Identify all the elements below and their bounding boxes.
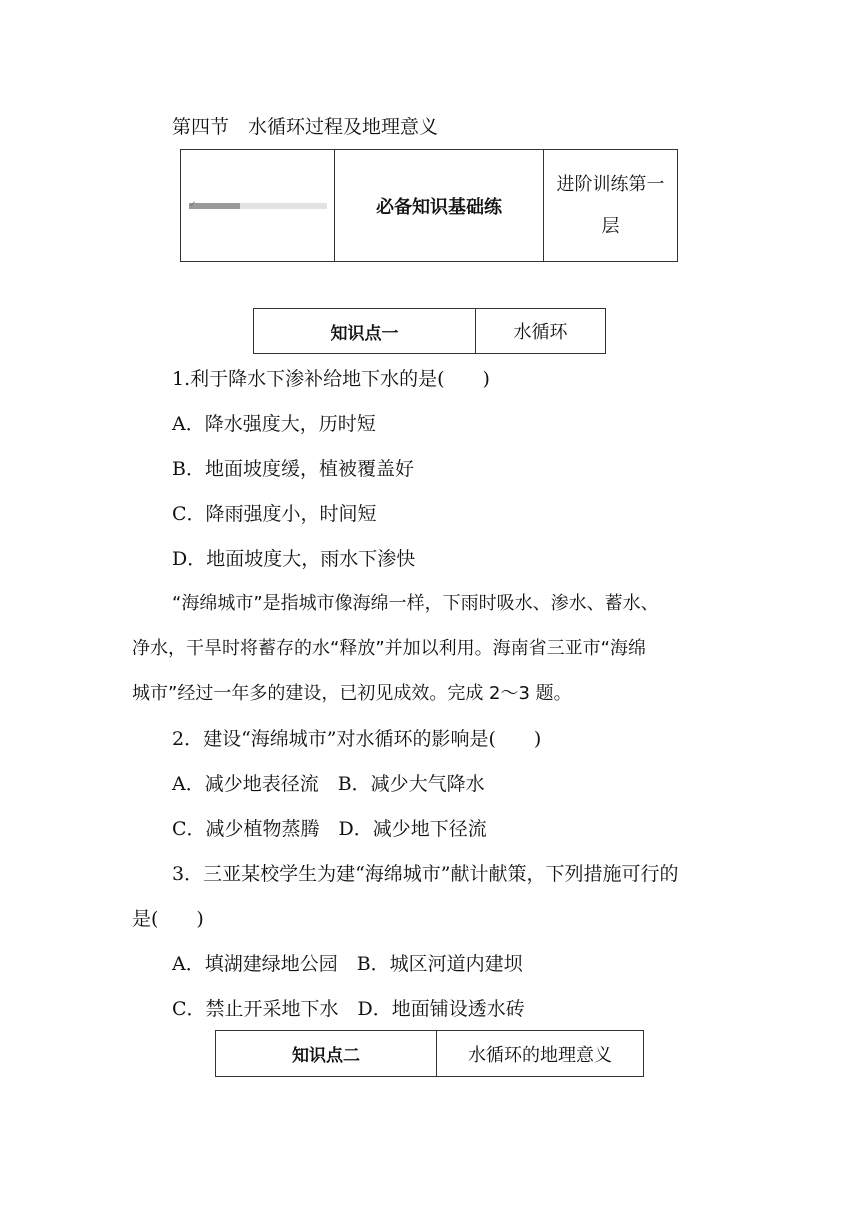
q1-option-a: A．降水强度大，历时短 [172, 413, 376, 435]
practice-level: 进阶训练第一层 [556, 173, 665, 237]
knowledge-point-1 [253, 308, 606, 354]
q3-stem-line-2: 是( ) [132, 908, 204, 930]
practice-title: 必备知识基础练 [376, 196, 502, 218]
progress-bar [189, 203, 327, 209]
progress-fill [189, 203, 240, 209]
section-title: 第四节 水循环过程及地理意义 [172, 116, 439, 138]
header-progress-cell [181, 150, 335, 261]
q2-options-row-1: A．减少地表径流 B．减少大气降水 [172, 773, 485, 795]
knowledge-point-topic: 水循环的地理意义 [468, 1044, 612, 1066]
q1-option-c: C．降雨强度小，时间短 [172, 503, 377, 525]
header-title-cell [335, 150, 544, 261]
q2-stem: 2．建设“海绵城市”对水循环的影响是( ) [172, 728, 542, 750]
passage-line-3: 城市”经过一年多的建设，已初见成效。完成 2～3 题。 [132, 683, 572, 704]
q3-stem-line-1: 3．三亚某校学生为建“海绵城市”献计献策，下列措施可行的 [172, 863, 679, 885]
q1-option-b: B．地面坡度缓，植被覆盖好 [172, 458, 414, 480]
knowledge-point-2 [215, 1030, 644, 1077]
knowledge-point-topic: 水循环 [513, 322, 568, 343]
q2-options-row-2: C．减少植物蒸腾 D．减少地下径流 [172, 818, 487, 840]
header-level-cell [544, 150, 677, 261]
passage-line-2: 净水，干旱时将蓄存的水“释放”并加以利用。海南省三亚市“海绵 [132, 638, 646, 659]
passage-line-1: “海绵城市”是指城市像海绵一样，下雨时吸水、渗水、蓄水、 [172, 593, 659, 614]
q1-stem: 1.利于降水下渗补给地下水的是( ) [172, 368, 490, 390]
knowledge-point-label: 知识点二 [216, 1031, 437, 1076]
header-table [180, 149, 678, 262]
q3-options-row-2: C．禁止开采地下水 D．地面铺设透水砖 [172, 998, 525, 1020]
q3-options-row-1: A．填湖建绿地公园 B．城区河道内建坝 [172, 953, 523, 975]
q1-option-d: D．地面坡度大，雨水下渗快 [172, 548, 416, 570]
check-icon: ✓ [189, 200, 197, 210]
knowledge-point-label: 知识点一 [254, 309, 476, 353]
